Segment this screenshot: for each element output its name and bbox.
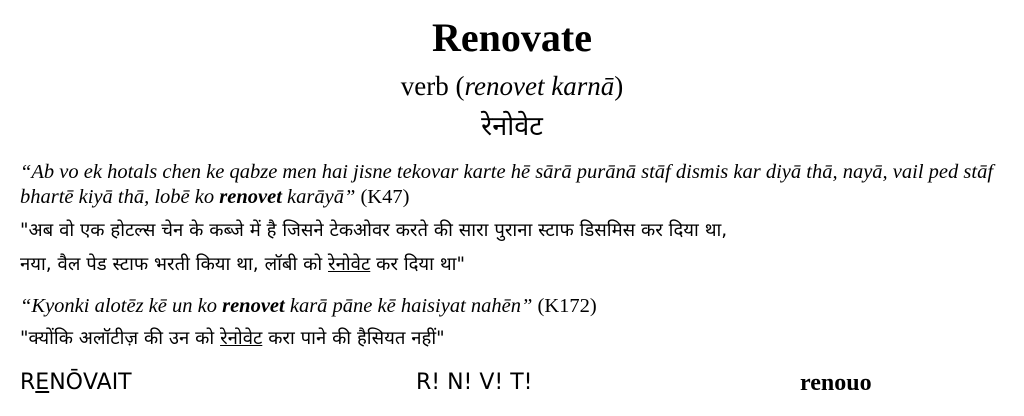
example-2-underlined-word: रेनोवेट [220,328,263,349]
example-2-reference: (K172) [532,295,597,317]
devanagari-headword: रेनोवेट [481,111,543,142]
pos-label: verb ( [400,71,465,101]
example-2-transliteration [20,294,1010,319]
headword: Renovate [432,15,592,60]
part-of-speech [0,70,1024,102]
example-2-devanagari: "क्योंकि अलॉटीज़ की उन को रेनोवेट करा पाने की हैसियत नहीं" [20,328,445,349]
pronunciation-script: renouo [800,370,872,396]
example-1-text: “Ab vo ek hotals chen ke qabze men hai jisne tekovar karte hē sārā purānā stāf dismis kar diyā thā, nayā, vail ped stāf bhartē kiyā thā, lobē ko renovet karāyā” [20,161,994,208]
pronunciation-respelling: RENŌVAIT [20,370,132,395]
example-1-transliteration [20,160,1010,210]
pos-transliteration: renovet karnā [464,71,615,101]
pronunciation-phonetic: R! N! V! T! [416,370,533,395]
example-2-text: “Kyonki alotēz kē un ko renovet karā pāne kē haisiyat nahēn” [20,295,533,317]
example-1-underlined-word: रेनोवेट [328,254,371,275]
example-1-keyword: renovet [219,186,282,208]
pos-close: ) [614,71,624,101]
example-2-keyword: renovet [222,295,285,317]
pronunciation-row [20,366,1010,400]
example-1-devanagari [20,214,1010,282]
example-1-devanagari-line-1: "अब वो एक होटल्स चेन के कब्जे में है जिसने टेकओवर करते की सारा पुराना स्टाफ डिसमिस कर दिया था, [20,220,728,241]
example-1-reference: (K47) [355,186,410,208]
example-1-devanagari-line-2: नया, वैल पेड स्टाफ भरती किया था, लॉबी को रेनोवेट कर दिया था" [20,254,465,275]
